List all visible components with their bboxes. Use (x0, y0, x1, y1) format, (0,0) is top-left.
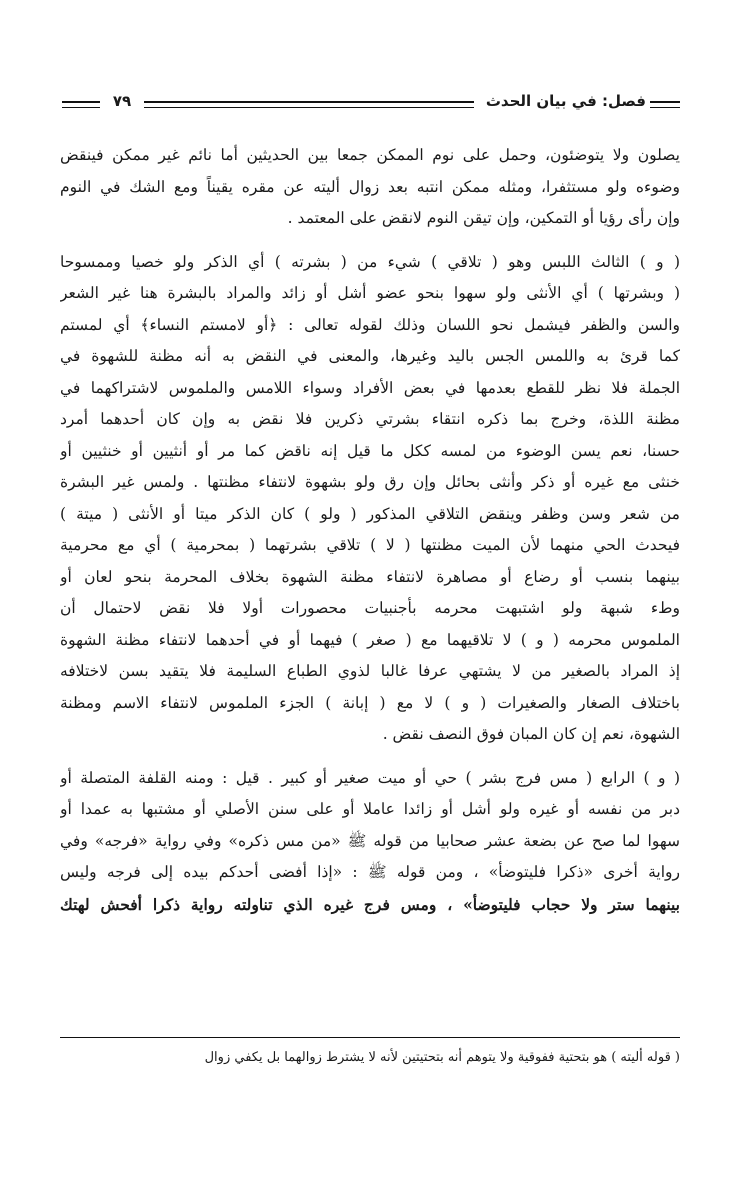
paragraph (60, 763, 680, 921)
text-line: خنثى مع غيره أو ذكر وأنثى بحائل وإن رق ولو بشهوة لانتفاء مظنتها . ولمس غير البشرة (60, 473, 680, 491)
text-line: فيحدث الحي منهما لأن الميت مظنتها ( لا ) تلاقي بشرتهما ( بمحرمية ) أي مع محرمية (60, 536, 680, 554)
text-line: من شعر وسن وظفر وينقض التلاقي المذكور ( ولو ) كان الذكر ميتا أو الأنثى ( ميتة ) (60, 504, 680, 523)
header-rule-left-thin (62, 107, 102, 108)
text-line: باختلاف الصغار والصغيرات ( و ) لا مع ( إبانة ) الجزء الملموس لانتفاء الاسم ومظنة (60, 693, 680, 712)
text-line: بينهما ستر ولا حجاب فليتوضأ» ، ومس فرج غيره الذي تناولته رواية ذكرا أفحش لهتك (60, 894, 680, 914)
page-number: ٧٩ (100, 92, 144, 110)
header-rule-middle (144, 101, 474, 103)
text-line: الشهوة، نعم إن كان المبان فوق النصف نقض . (382, 725, 680, 743)
main-text (60, 140, 680, 932)
text-line: ( وبشرتها ) أي الأنثى ولو سهوا بنحو عضو أشل أو زائد والمراد بالبشرة هنا غير الشعر (60, 284, 680, 302)
running-header (60, 92, 680, 122)
text-line: دبر من نفسه أو غيره ولو أشل أو زائدا عاملا أو على سنن الأصلي أو مشتبها به عمدا أو (60, 800, 680, 818)
footnote-divider (60, 1037, 680, 1038)
text-line: يصلون ولا يتوضئون، وحمل على نوم الممكن جمعا بين الحديثين أما نائم غير ممكن فينقض (60, 146, 680, 164)
text-line: وإن رأى رؤيا أو التمكين، وإن تيقن النوم لانقض على المعتمد . (287, 209, 680, 227)
text-line: ( و ) الرابع ( مس فرج بشر ) حي أو ميت صغير أو كبير . قيل : ومنه القلفة المتصلة أو (60, 768, 680, 787)
paragraph (60, 247, 680, 751)
text-line: حسنا، نعم يسن الوضوء من لمسه ككل ما قيل إنه ناقض كما مر أو أنثيين أو خنثيين أو (60, 441, 680, 460)
text-line: وضوءه ولو مستثفرا، ومثله ممكن انتبه بعد زوال أليته عن مقره يقيناً ومع الشك في النوم (60, 177, 680, 196)
header-rule-right (650, 101, 680, 103)
header-rule-left (62, 101, 102, 103)
text-line: سهوا لما صح عن بضعة عشر صحابيا من قوله ﷺ «من مس ذكره» وفي رواية «فرجه» وفي (60, 831, 680, 850)
header-rule-middle-thin (144, 107, 474, 108)
paragraph (60, 140, 680, 235)
chapter-title: فصل: في بيان الحدث (482, 92, 650, 110)
text-line: ( و ) الثالث اللبس وهو ( تلاقي ) شيء من ( بشرته ) أي الذكر ولو خصيا وممسوحا (60, 252, 680, 271)
text-line: وطء شبهة ولو اشتبهت محرمه بأجنبيات محصورات أولا فلا نقض لاحتمال أن (60, 599, 680, 617)
text-line: مظنة اللذة، وخرج بما ذكره انتقاء بشرتي ذكرين فلا نقض به وإن كان أحدهما أمرد (60, 410, 680, 428)
text-line: إذ المراد بالصغير من لا يشتهي عرفا غالبا لذوي الطباع السليمة فلا يتقيد بسن لاختلافه (60, 662, 680, 680)
text-line: الملموس محرمه ( و ) لا تلاقيهما مع ( صغر ) فيهما أو في أحدهما لانتفاء مظنة الشهوة (60, 630, 680, 649)
text-line: كما قرئ به واللمس الجس باليد وغيرها، والمعنى في النقض به أنه مظنة للشهوة في (60, 347, 680, 365)
text-line: رواية أخرى «ذكرا فليتوضأ» ، ومن قوله ﷺ : «إذا أفضى أحدكم بيده إلى فرجه وليس (60, 863, 680, 881)
header-rule-right-thin (650, 107, 680, 108)
text-line: بينهما بنسب أو رضاع أو مصاهرة لانتفاء مظنة الشهوة بخلاف المحرمة بنحو لعان أو (60, 567, 680, 586)
book-page (60, 0, 680, 1185)
text-line: الجملة فلا نظر للقطع بعدمها في بعض الأفراد وسواء اللامس والملموس لاشتراكهما في (60, 378, 680, 397)
text-line: والسن والظفر فيشمل نحو اللسان وذلك لقوله تعالى : ﴿أو لامستم النساء﴾ أي لمستم (60, 315, 680, 334)
footnote: ( قوله أليته ) هو بتحتية ففوقية ولا يتوهم أنه بتحتيتين لأنه لا يشترط زوالهما بل يكفي زوال (204, 1050, 680, 1065)
